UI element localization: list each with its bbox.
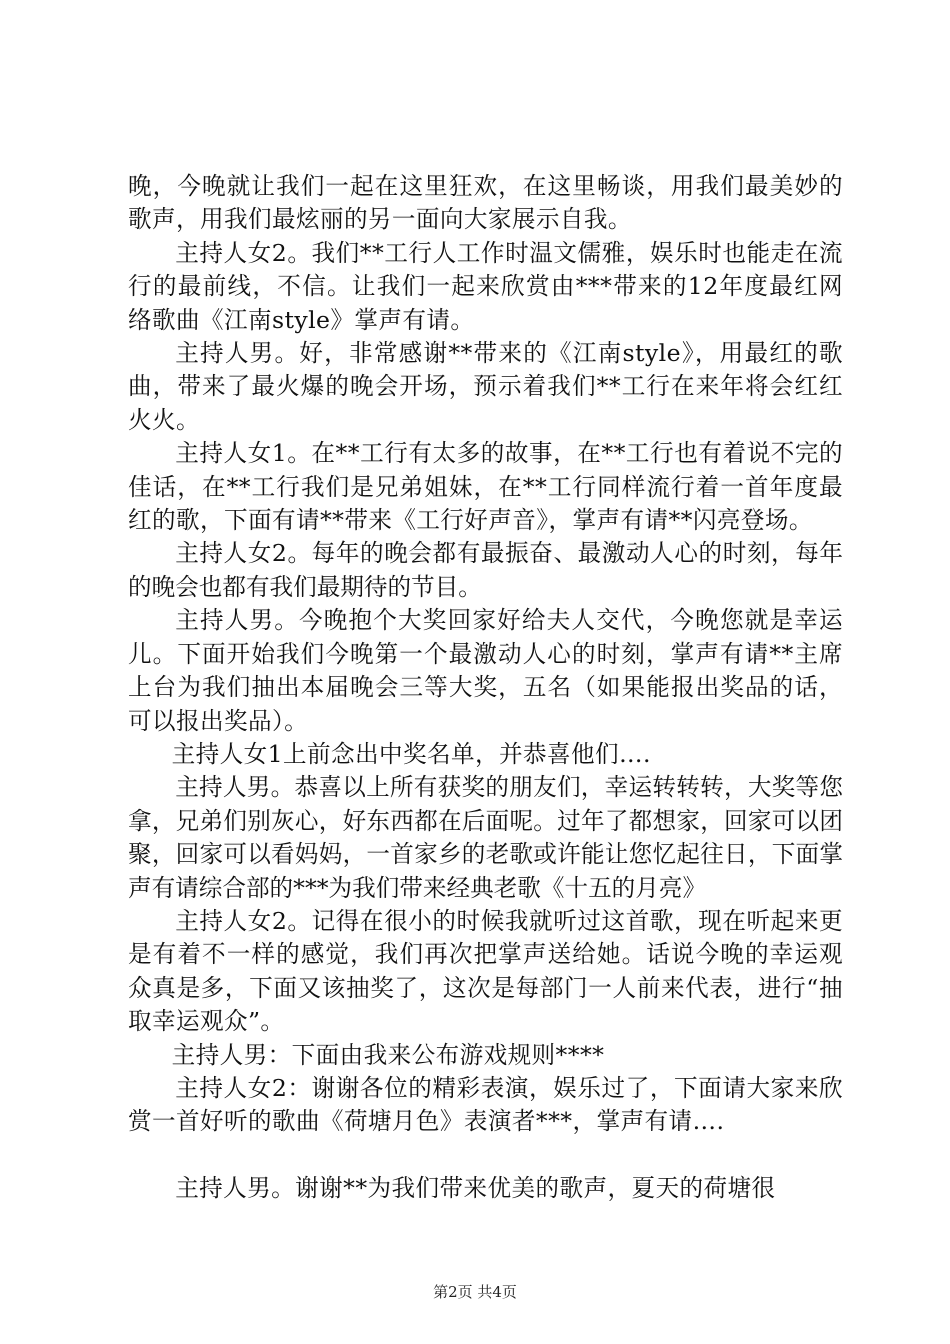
paragraph-host-male-congrats: 主持人男。恭喜以上所有获奖的朋友们，幸运转转转，大奖等您拿，兄弟们别灰心，好东西都在后面呢。过年了都想家，回家可以团聚，回家可以看妈妈，一首家乡的老歌或许能让您忆起往日，下面掌声有请综合部的***为我们带来经典老歌《十五的月亮》	[128, 773, 843, 902]
paragraph-gap	[128, 1139, 843, 1172]
paragraph-host-female-2-intro: 主持人女2。我们**工行人工作时温文儒雅，娱乐时也能走在流行的最前线，不信。让我们一起来欣赏由***带来的12年度最红网络歌曲《江南style》掌声有请。	[128, 238, 843, 334]
document-body	[128, 170, 843, 1205]
paragraph-host-female-2-lucky: 主持人女2。记得在很小的时候我就听过这首歌，现在听起来更是有着不一样的感觉，我们再次把掌声送给她。话说今晚的幸运观众真是多，下面又该抽奖了，这次是每部门一人前来代表，进行“抽取幸运观众”。	[128, 906, 843, 1036]
paragraph-host-female-2-song: 主持人女2：谢谢各位的精彩表演，娱乐过了，下面请大家来欣赏一首好听的歌曲《荷塘月色》表演者***，掌声有请….	[128, 1073, 843, 1136]
paragraph-host-female-1-song: 主持人女1。在**工行有太多的故事，在**工行也有着说不完的佳话，在**工行我们是兄弟姐妹，在**工行同样流行着一首年度最红的歌，下面有请**带来《工行好声音》，掌声有请**闪亮登场。	[128, 439, 843, 535]
paragraph-winner-list: 主持人女1上前念出中奖名单，并恭喜他们….	[171, 739, 651, 768]
paragraph-continuation: 晚，今晚就让我们一起在这里狂欢，在这里畅谈，用我们最美妙的歌声，用我们最炫丽的另一面向大家展示自我。	[128, 172, 843, 234]
paragraph-host-male-lottery: 主持人男。今晚抱个大奖回家好给夫人交代，今晚您就是幸运儿。下面开始我们今晚第一个最激动人心的时刻，掌声有请**主席上台为我们抽出本届晚会三等大奖，五名（如果能报出奖品的话，可以报出奖品）。	[128, 606, 843, 735]
page-footer: 第2页 共4页	[433, 1283, 517, 1301]
paragraph-host-male-opening: 主持人男。好，非常感谢**带来的《江南style》，用最红的歌曲，带来了最火爆的晚会开场，预示着我们**工行在来年将会红红火火。	[128, 339, 843, 434]
paragraph-host-male-rules: 主持人男：下面由我来公布游戏规则****	[171, 1040, 605, 1069]
paragraph-host-female-2-moment: 主持人女2。每年的晚会都有最振奋、最激动人心的时刻，每年的晚会也都有我们最期待的节目。	[128, 539, 843, 601]
paragraph-host-male-thanks: 主持人男。谢谢**为我们带来优美的歌声，夏天的荷塘很	[175, 1173, 776, 1202]
